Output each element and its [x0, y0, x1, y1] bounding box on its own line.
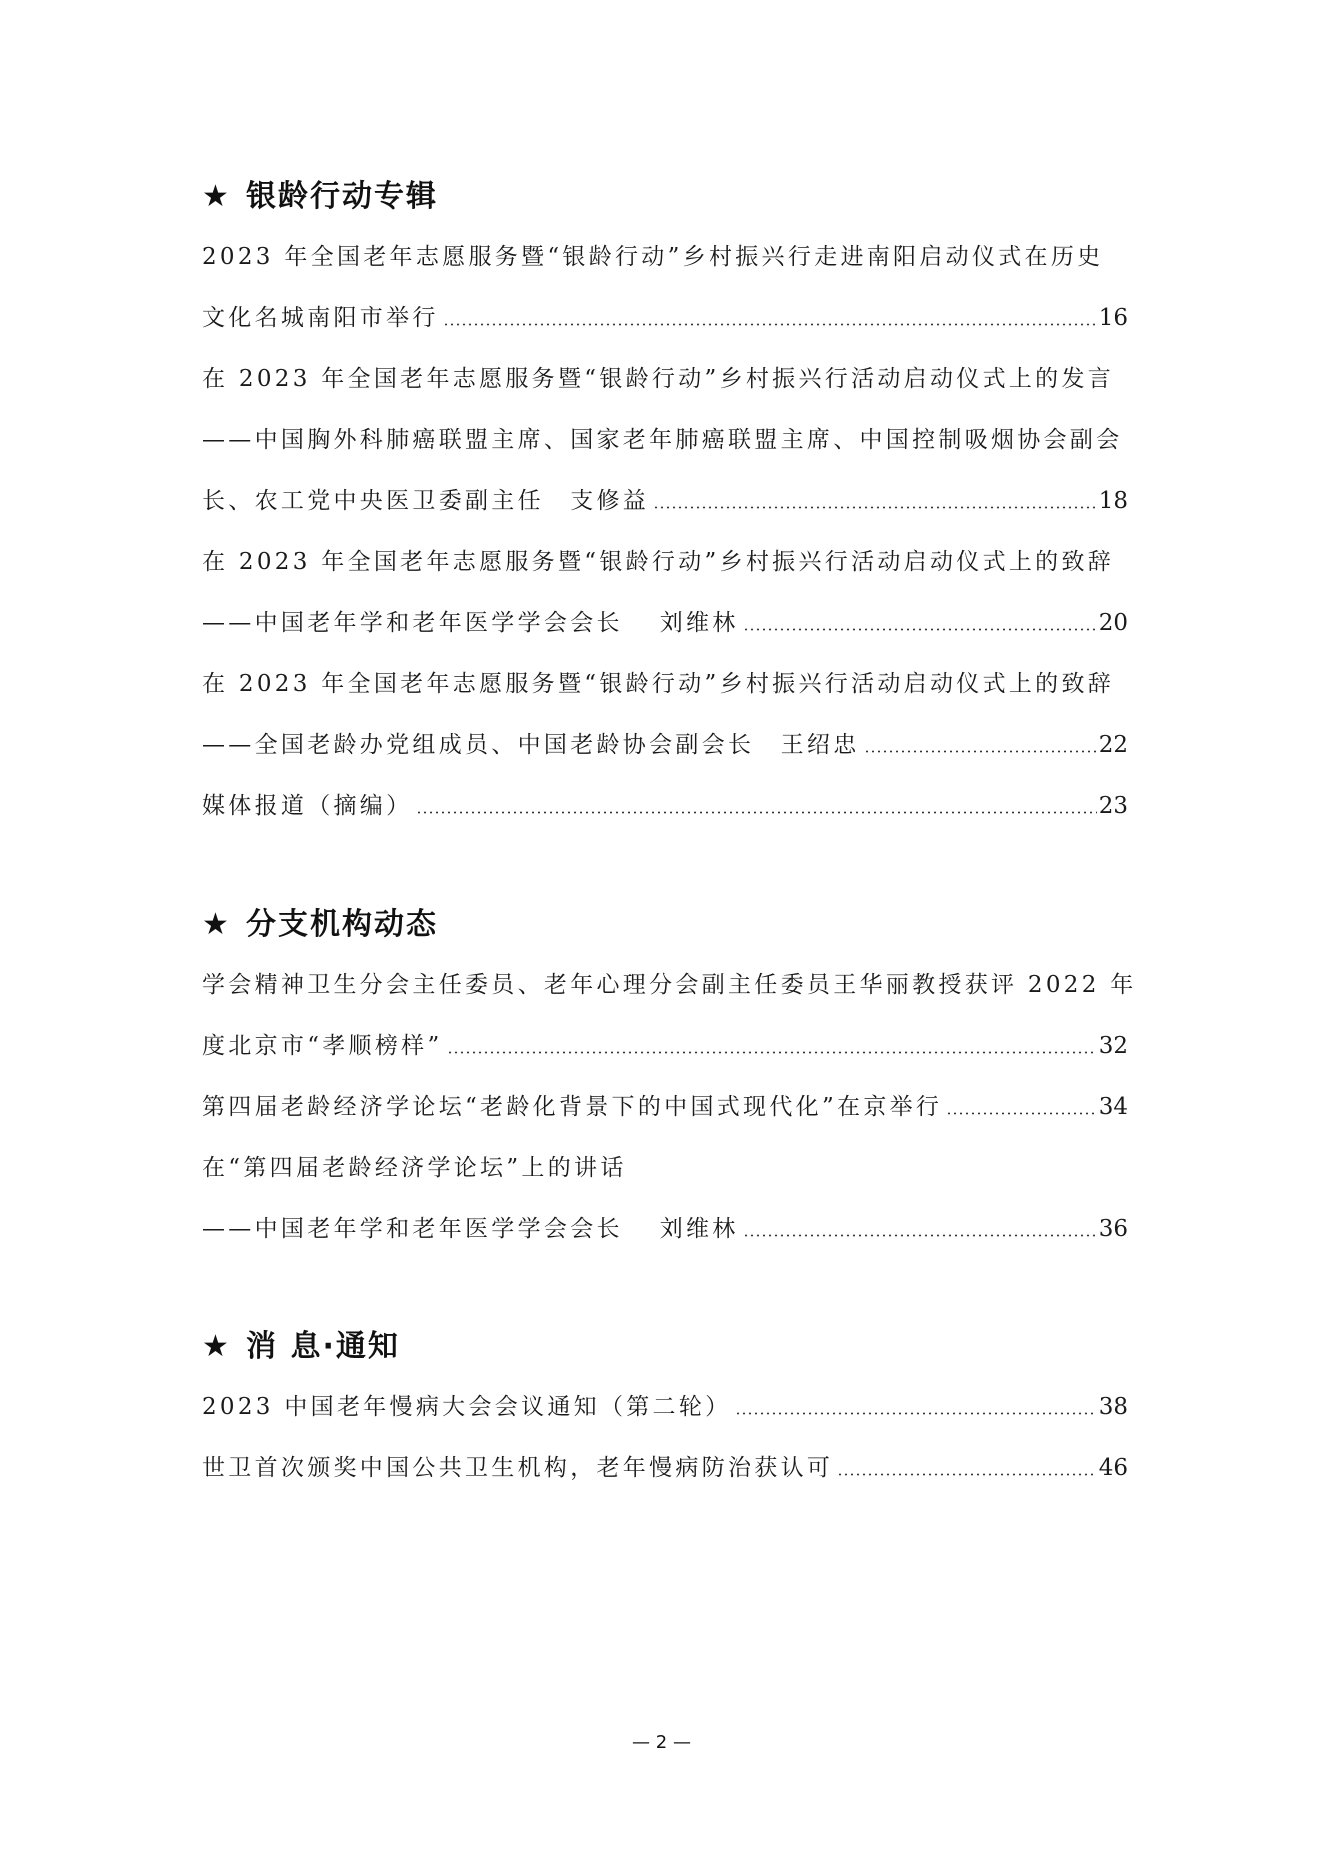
dot-leader	[443, 323, 1097, 326]
page-number: 38	[1098, 1394, 1128, 1420]
toc-line[interactable]	[202, 715, 1128, 776]
dot-leader	[743, 1234, 1097, 1237]
toc-line[interactable]	[202, 288, 1128, 349]
toc-entry-text: 媒体报道（摘编）	[202, 793, 413, 819]
page-number: 23	[1098, 793, 1128, 819]
toc-section-silver-action	[202, 171, 1128, 837]
toc-entry-text: ——全国老龄办党组成员、中国老龄协会副会长 王绍忠	[202, 732, 860, 758]
page-number: 46	[1098, 1455, 1128, 1481]
toc-section-branch-news	[202, 899, 1137, 1260]
page-number: 16	[1098, 305, 1128, 331]
section-title: 分支机构动态	[246, 907, 438, 942]
toc-entry-text: 2023 年全国老年志愿服务暨“银龄行动”乡村振兴行走进南阳启动仪式在历史	[202, 244, 1104, 270]
toc-entry-text: 度北京市“孝顺榜样”	[202, 1033, 443, 1059]
dot-leader	[735, 1412, 1096, 1415]
toc-entry-text: 学会精神卫生分会主任委员、老年心理分会副主任委员王华丽教授获评 2022 年	[202, 972, 1137, 998]
section-heading	[202, 1321, 1128, 1373]
page-number: 36	[1098, 1216, 1128, 1242]
toc-entry-text: 第四届老龄经济学论坛“老龄化背景下的中国式现代化”在京举行	[202, 1094, 943, 1120]
toc-line[interactable]	[202, 349, 1128, 410]
toc-line[interactable]	[202, 1016, 1128, 1077]
toc-line[interactable]	[202, 410, 1128, 471]
toc-entry-text: ——中国老年学和老年医学学会会长 刘维林	[202, 1216, 739, 1242]
dot-leader	[653, 506, 1097, 509]
toc-line[interactable]	[202, 1438, 1128, 1499]
toc-entry-text: 在 2023 年全国老年志愿服务暨“银龄行动”乡村振兴行活动启动仪式上的致辞	[202, 549, 1115, 575]
page-footer-number: — 2 —	[632, 1732, 691, 1753]
toc-line[interactable]	[202, 1138, 1128, 1199]
toc-line[interactable]	[202, 1077, 1128, 1138]
toc-line[interactable]	[202, 593, 1128, 654]
page-number: 20	[1098, 610, 1128, 636]
toc-line[interactable]	[202, 227, 1128, 288]
section-title: 银龄行动专辑	[246, 179, 438, 214]
page-number: 32	[1098, 1033, 1128, 1059]
toc-entry-text: 世卫首次颁奖中国公共卫生机构，老年慢病防治获认可	[202, 1455, 834, 1481]
toc-entry-text: 在 2023 年全国老年志愿服务暨“银龄行动”乡村振兴行活动启动仪式上的发言	[202, 366, 1115, 392]
section-title: 消 息·通知	[246, 1329, 400, 1364]
toc-line[interactable]	[202, 1199, 1128, 1260]
toc-line[interactable]	[202, 776, 1128, 837]
dot-leader	[946, 1112, 1097, 1115]
page-number: 18	[1098, 488, 1128, 514]
toc-entry-text: 文化名城南阳市举行	[202, 305, 439, 331]
section-heading	[202, 899, 1128, 951]
dot-leader	[447, 1051, 1097, 1054]
section-heading	[202, 171, 1128, 223]
toc-entry-text: ——中国胸外科肺癌联盟主席、国家老年肺癌联盟主席、中国控制吸烟协会副会	[202, 427, 1123, 453]
toc-section-notices	[202, 1321, 1128, 1499]
star-icon: ★	[202, 907, 231, 942]
toc-line[interactable]	[202, 654, 1128, 715]
toc-entry-text: 2023 中国老年慢病大会会议通知（第二轮）	[202, 1394, 732, 1420]
dot-leader	[743, 628, 1097, 631]
dot-leader	[837, 1473, 1097, 1476]
page-number: 34	[1098, 1094, 1128, 1120]
toc-line[interactable]	[202, 532, 1128, 593]
star-icon: ★	[202, 179, 231, 214]
toc-entry-text: 在 2023 年全国老年志愿服务暨“银龄行动”乡村振兴行活动启动仪式上的致辞	[202, 671, 1115, 697]
toc-line[interactable]	[202, 471, 1128, 532]
star-icon: ★	[202, 1329, 231, 1364]
dot-leader	[416, 811, 1096, 814]
toc-entry-text: 在“第四届老龄经济学论坛”上的讲话	[202, 1155, 627, 1181]
toc-line[interactable]	[202, 1377, 1128, 1438]
toc-entry-text: ——中国老年学和老年医学学会会长 刘维林	[202, 610, 739, 636]
dot-leader	[864, 750, 1097, 753]
page-number: 22	[1098, 732, 1128, 758]
toc-entry-text: 长、农工党中央医卫委副主任 支修益	[202, 488, 650, 514]
toc-line[interactable]	[202, 955, 1137, 1016]
